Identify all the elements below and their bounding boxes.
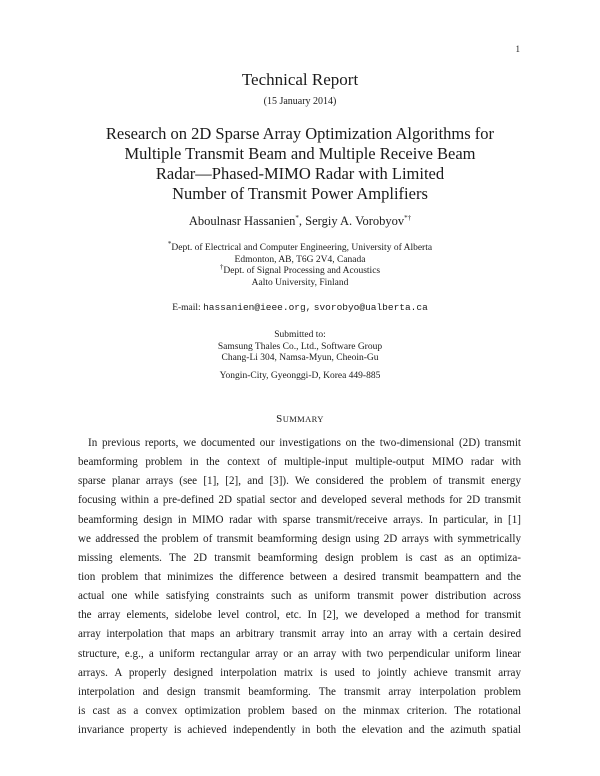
author-separator: , [298, 214, 306, 228]
text-line: missing elements. The 2D transmit beamforming design problem is cast as an optimiza- [78, 551, 521, 564]
text-line: tion problem that minimizes the difference between a desired transmit beampattern and the [78, 570, 521, 583]
text-line: the array elements, sidelobe level control, etc. In [2], we developed a method for transmit [78, 609, 521, 622]
affiliation-line: Edmonton, AB, T6G 2V4, Canada [234, 254, 366, 265]
text-line: array interpolation that maps an arbitrary transmit array into an array with a certain desired [78, 628, 521, 641]
text-line: interpolation and design transmit beamforming. The transmit array interpolation problem [78, 685, 521, 698]
submitted-line: Chang-Li 304, Namsa-Myun, Cheoin-Gu [221, 353, 379, 363]
text-line: actual one while satisfying constraints such as uniform transmit power distribution across [78, 590, 521, 603]
author-mark: *† [404, 213, 412, 222]
affiliation-mark: † [219, 262, 224, 271]
submitted-to [0, 330, 600, 365]
author-mark: * [295, 213, 299, 222]
page-number: 1 [515, 44, 520, 54]
text-line: invariance property is achieved independently in both the elevation and the azimuth spatial [78, 724, 521, 737]
paper-title-line: Research on 2D Sparse Array Optimization Algorithms for [105, 124, 495, 143]
submitted-line: Samsung Thales Co., Ltd., Software Group [217, 341, 383, 352]
email-label: E-mail: [172, 303, 201, 313]
authors [0, 214, 600, 229]
affiliation-line: Aalto University, Finland [251, 277, 349, 288]
report-title: Technical Report [241, 70, 359, 89]
affiliations [0, 239, 600, 289]
summary-paragraph [78, 434, 521, 740]
author-name: Sergiy A. Vorobyov [305, 214, 405, 228]
affiliation-line: †Dept. of Signal Processing and Acoustics [219, 262, 381, 276]
text-line: beamforming problem in the context of multiple-input multiple-output MIMO radar with [78, 456, 521, 469]
text-line: focusing within a pre-defined 2D spatial sector and developed several methods for 2D transmit [78, 494, 521, 507]
text-line: structure, e.g., a uniform rectangular array or an array with two perpendicular uniform linear [78, 647, 521, 660]
affiliation-line: *Dept. of Electrical and Computer Engineering, University of Alberta [167, 239, 433, 253]
text-line: In previous reports, we documented our investigations on the two-dimensional (2D) transmit [88, 437, 521, 449]
paper-title-line: Multiple Transmit Beam and Multiple Receive Beam [124, 144, 476, 163]
text-line: beamforming design in MIMO radar with sparse transmit/receive arrays. In particular, in [1] [78, 513, 521, 526]
email-address[interactable]: hassanien@ieee.org, [203, 302, 312, 313]
text-line: we addressed the problem of transmit beamforming design using 2D arrays with symmetrically [78, 532, 521, 545]
affiliation-mark: * [167, 239, 172, 248]
paper-title [0, 124, 600, 204]
author-name: Aboulnasr Hassanien [188, 214, 296, 228]
text-line: is cast as a convex optimization problem based on the minmax criterion. The rotational [78, 704, 521, 717]
paper-title-line: Number of Transmit Power Amplifiers [172, 184, 428, 203]
email-line [0, 302, 600, 313]
text-line: arrays. A properly designed interpolation matrix is used to jointly achieve transmit array [78, 666, 521, 679]
submitted-label: Submitted to: [274, 330, 326, 340]
text-line: sparse planar arrays (see [1], [2], and [3]). We considered the problem of transmit energy [78, 475, 521, 488]
report-date: (15 January 2014) [263, 96, 337, 107]
section-heading: SUMMARY [276, 413, 324, 425]
submitted-city: Yongin-City, Gyeonggi-D, Korea 449-885 [219, 371, 381, 381]
paper-title-line: Radar—Phased-MIMO Radar with Limited [155, 164, 445, 183]
email-address[interactable]: svorobyo@ualberta.ca [313, 302, 428, 313]
